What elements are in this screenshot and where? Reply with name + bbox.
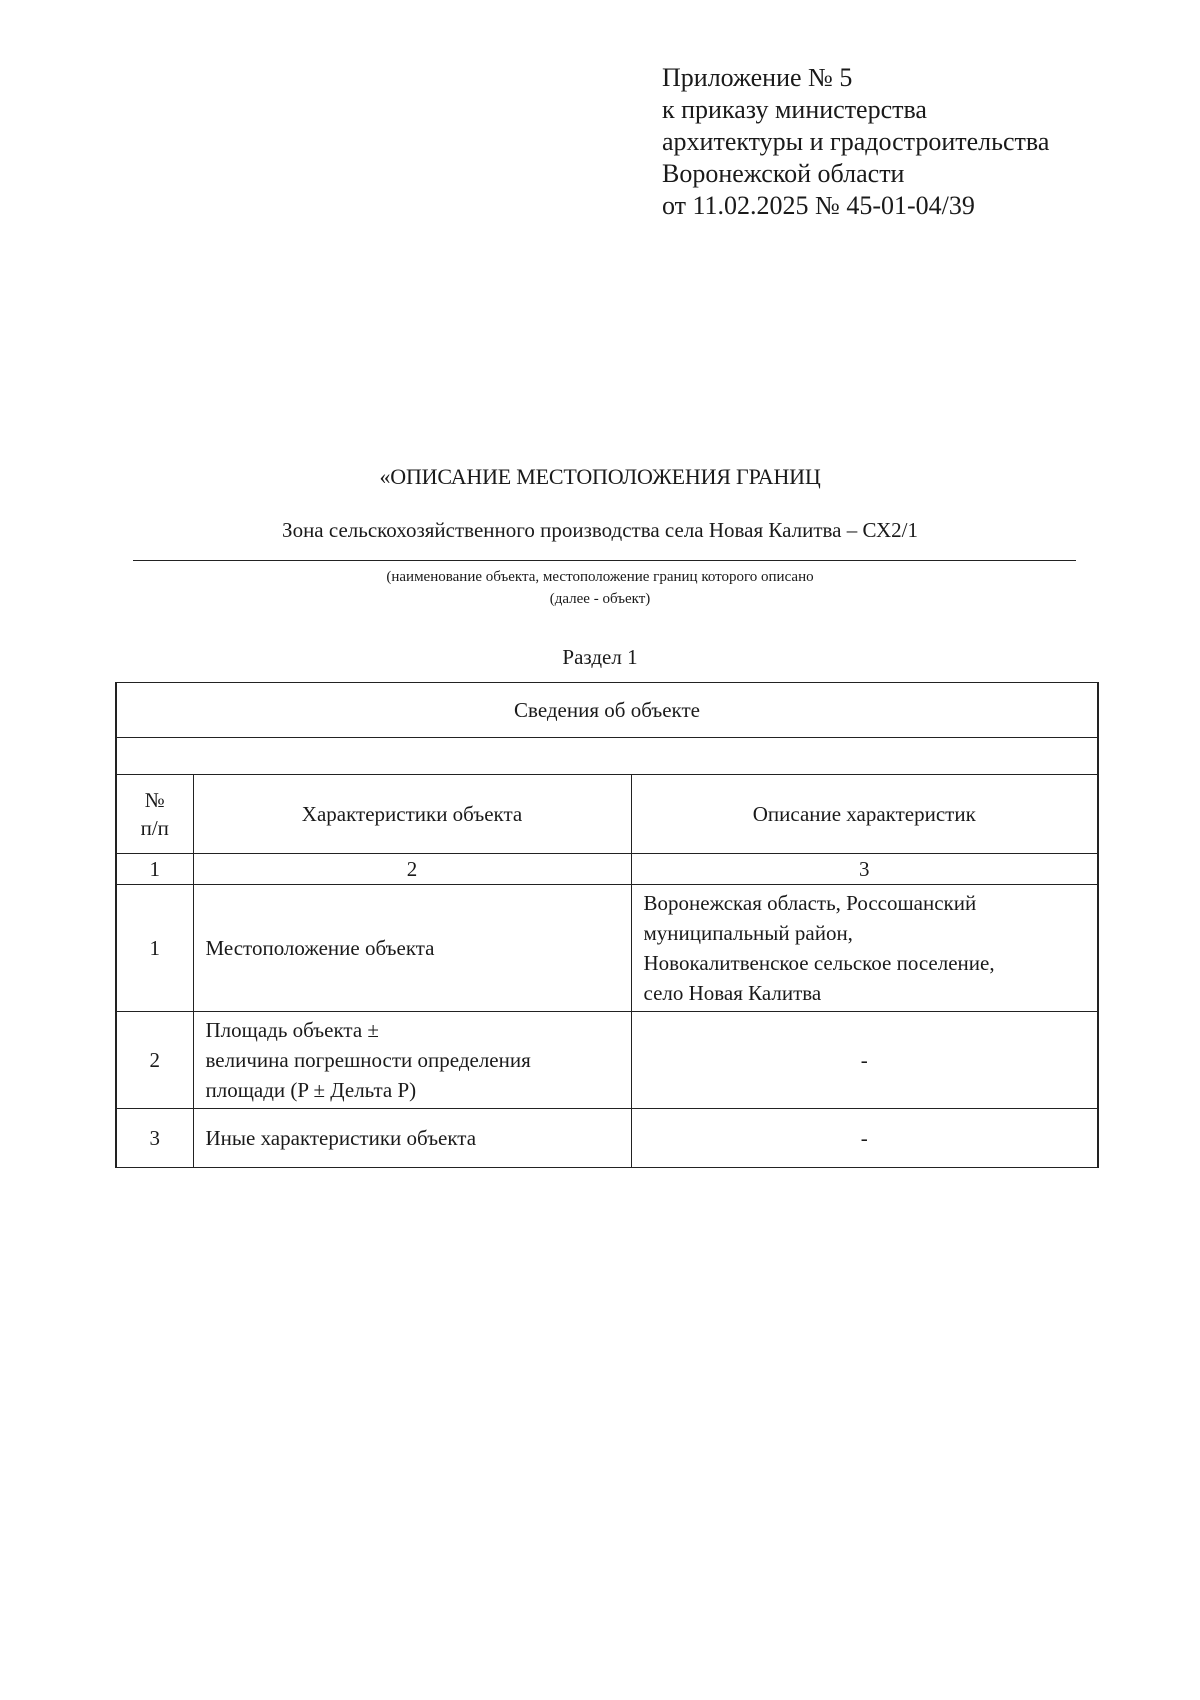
table-row xyxy=(116,885,1098,1012)
row-num: 3 xyxy=(116,1109,193,1168)
table-caption-row xyxy=(116,683,1098,738)
table-row xyxy=(116,1109,1098,1168)
header-num-line: № xyxy=(144,788,165,812)
header-description: Описание характеристик xyxy=(631,775,1098,854)
column-index: 2 xyxy=(193,854,631,885)
header-characteristics: Характеристики объекта xyxy=(193,775,631,854)
characteristic-line: величина погрешности определения xyxy=(205,1048,531,1072)
row-characteristic xyxy=(193,1012,631,1109)
object-info-table xyxy=(115,682,1099,1168)
table-row xyxy=(116,1012,1098,1109)
characteristic-line: площади (P ± Дельта P) xyxy=(205,1078,417,1102)
empty-cell xyxy=(116,738,1098,775)
row-num: 2 xyxy=(116,1012,193,1109)
characteristic-line: Площадь объекта ± xyxy=(205,1018,379,1042)
section-title: Раздел 1 xyxy=(562,645,638,669)
row-characteristic: Местоположение объекта xyxy=(193,885,631,1012)
row-description: - xyxy=(631,1109,1098,1168)
caption-line: (далее - объект) xyxy=(549,591,651,607)
row-description: - xyxy=(631,1012,1098,1109)
row-num: 1 xyxy=(116,885,193,1012)
appendix-line: Приложение № 5 xyxy=(662,63,853,92)
appendix-line: архитектуры и градостроительства xyxy=(662,127,1050,156)
description-line: Новокалитвенское сельское поселение, xyxy=(643,951,995,975)
row-characteristic: Иные характеристики объекта xyxy=(193,1109,631,1168)
header-num-line: п/п xyxy=(140,816,169,840)
description-line: Воронежская область, Россошанский xyxy=(643,891,977,915)
appendix-line: к приказу министерства xyxy=(662,95,927,124)
caption-line: (наименование объекта, местоположение границ которого описано xyxy=(386,569,814,585)
object-name: Зона сельскохозяйственного производства села Новая Калитва – СХ2/1 xyxy=(282,518,918,542)
appendix-line: от 11.02.2025 № 45-01-04/39 xyxy=(662,191,975,220)
description-line: село Новая Калитва xyxy=(643,981,822,1005)
table-header-row xyxy=(116,775,1098,854)
table-index-row xyxy=(116,854,1098,885)
column-index: 3 xyxy=(631,854,1098,885)
object-name-underline xyxy=(133,560,1076,561)
object-name-caption xyxy=(0,566,1200,610)
table-empty-row xyxy=(116,738,1098,775)
appendix-line: Воронежской области xyxy=(662,159,905,188)
table-caption: Сведения об объекте xyxy=(116,683,1098,738)
appendix-block xyxy=(662,62,1049,222)
row-description xyxy=(631,885,1098,1012)
column-index: 1 xyxy=(116,854,193,885)
header-num xyxy=(116,775,193,854)
document-title: «ОПИСАНИЕ МЕСТОПОЛОЖЕНИЯ ГРАНИЦ xyxy=(379,464,821,489)
description-line: муниципальный район, xyxy=(643,921,853,945)
